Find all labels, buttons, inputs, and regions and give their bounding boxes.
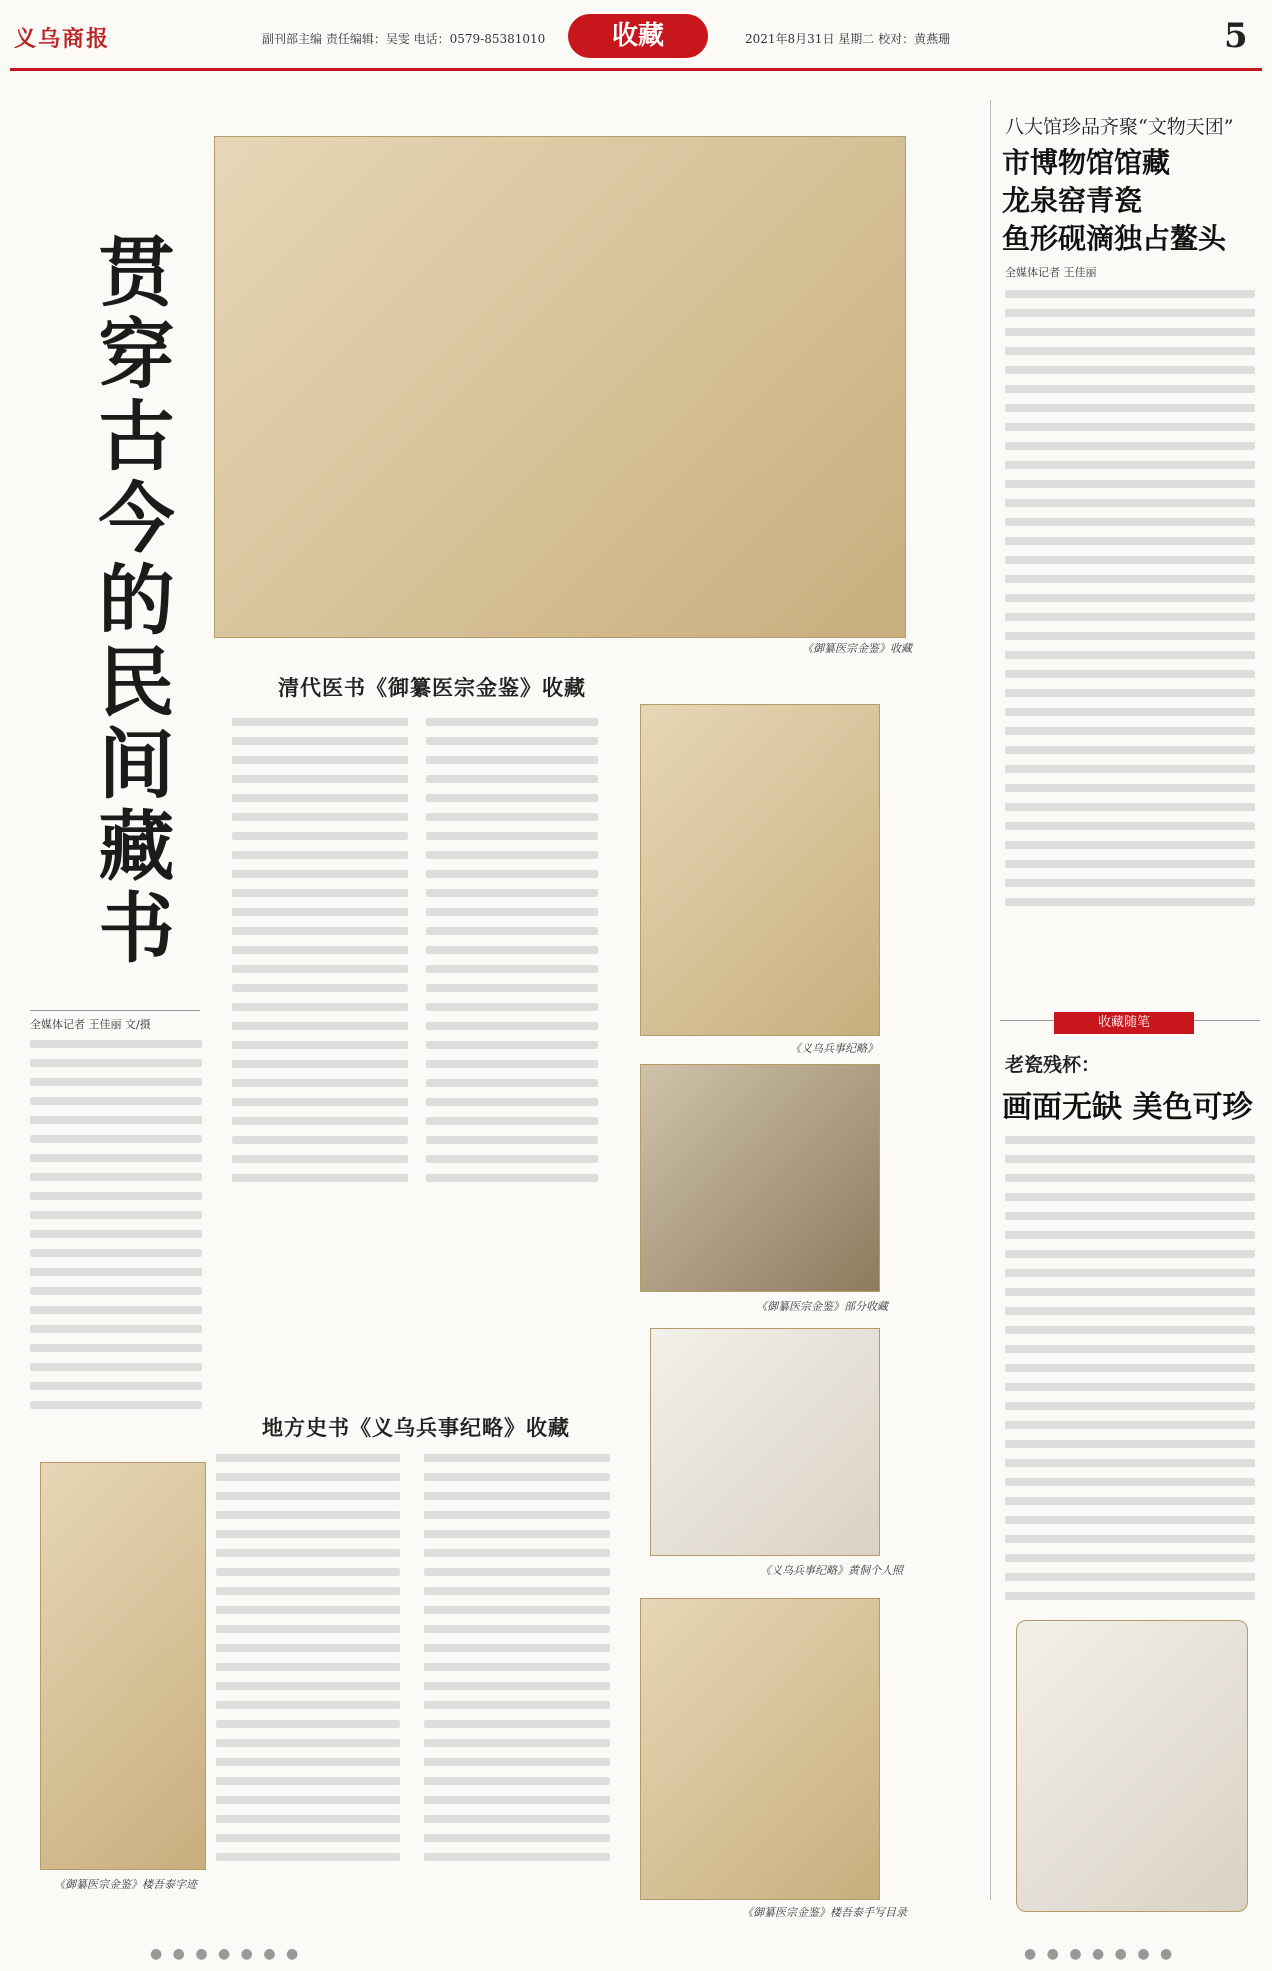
- footer-dots-right: ● ● ● ● ● ● ●: [1024, 1946, 1176, 1962]
- issue-date: 2021年8月31日 星期二 校对：黄燕珊: [745, 32, 951, 46]
- essay-headline: 画面无缺 美色可珍: [1002, 1090, 1253, 1125]
- section2-title: 地方史书《义乌兵事纪略》收藏: [262, 1415, 570, 1440]
- porcelain-cup-photo: [1016, 1620, 1248, 1912]
- handwritten-catalog-photo: [640, 1598, 880, 1900]
- intro-text: [30, 1040, 202, 1420]
- right-body: [1005, 290, 1255, 917]
- section2-col1: [216, 1454, 400, 1872]
- books-photo-caption: 《御纂医宗金鉴》收藏: [802, 642, 912, 655]
- right-headline-1: 市博物馆馆藏: [1002, 146, 1171, 179]
- section1-title: 清代医书《御纂医宗金鉴》收藏: [278, 675, 586, 700]
- header-rule: [10, 68, 1262, 71]
- section-badge: 收藏: [568, 14, 708, 58]
- section2-col2: [424, 1454, 610, 1872]
- essay-body: [1005, 1136, 1255, 1611]
- feature-byline: 全媒体记者 王佳丽 文/摄: [30, 1018, 151, 1031]
- right-byline: 全媒体记者 王佳丽: [1005, 266, 1097, 279]
- page-number: 5: [1224, 16, 1248, 56]
- books-photo: [214, 136, 906, 638]
- right-headline-3: 鱼形砚滴独占鳌头: [1002, 222, 1227, 255]
- masthead: 义乌商报: [14, 26, 111, 52]
- column-divider: [990, 100, 991, 1900]
- section1-col1: [232, 718, 408, 1193]
- feature-title: 贯穿古今的民间藏书: [86, 232, 175, 970]
- right-headline-2: 龙泉窑青瓷: [1002, 184, 1143, 217]
- caption-book-stack: 《御纂医宗金鉴》部分收藏: [756, 1300, 888, 1313]
- portrait-photo: [650, 1328, 880, 1556]
- caption-portrait: 《义乌兵事纪略》黄侗个人照: [760, 1564, 903, 1577]
- section1-col2: [426, 718, 598, 1193]
- footer-dots-left: ● ● ● ● ● ● ●: [150, 1946, 302, 1962]
- column-tag: 收藏随笔: [1054, 1012, 1194, 1034]
- divider: [30, 1010, 200, 1011]
- editor-info: 副刊部主编 责任编辑：吴雯 电话：0579-85381010: [262, 32, 546, 46]
- caption-yiwu: 《义乌兵事纪略》: [790, 1042, 878, 1055]
- book-stack-photo: [640, 1064, 880, 1292]
- caption-catalog: 《御纂医宗金鉴》楼吾泰手写目录: [742, 1906, 907, 1919]
- essay-kicker: 老瓷残杯：: [1005, 1054, 1101, 1076]
- caption-handwriting: 《御纂医宗金鉴》楼吾泰字迹: [54, 1878, 197, 1891]
- handwriting-photo: [40, 1462, 206, 1870]
- right-kicker: 八大馆珍品齐聚“文物天团”: [1005, 116, 1234, 138]
- yiwu-book-cover-photo: [640, 704, 880, 1036]
